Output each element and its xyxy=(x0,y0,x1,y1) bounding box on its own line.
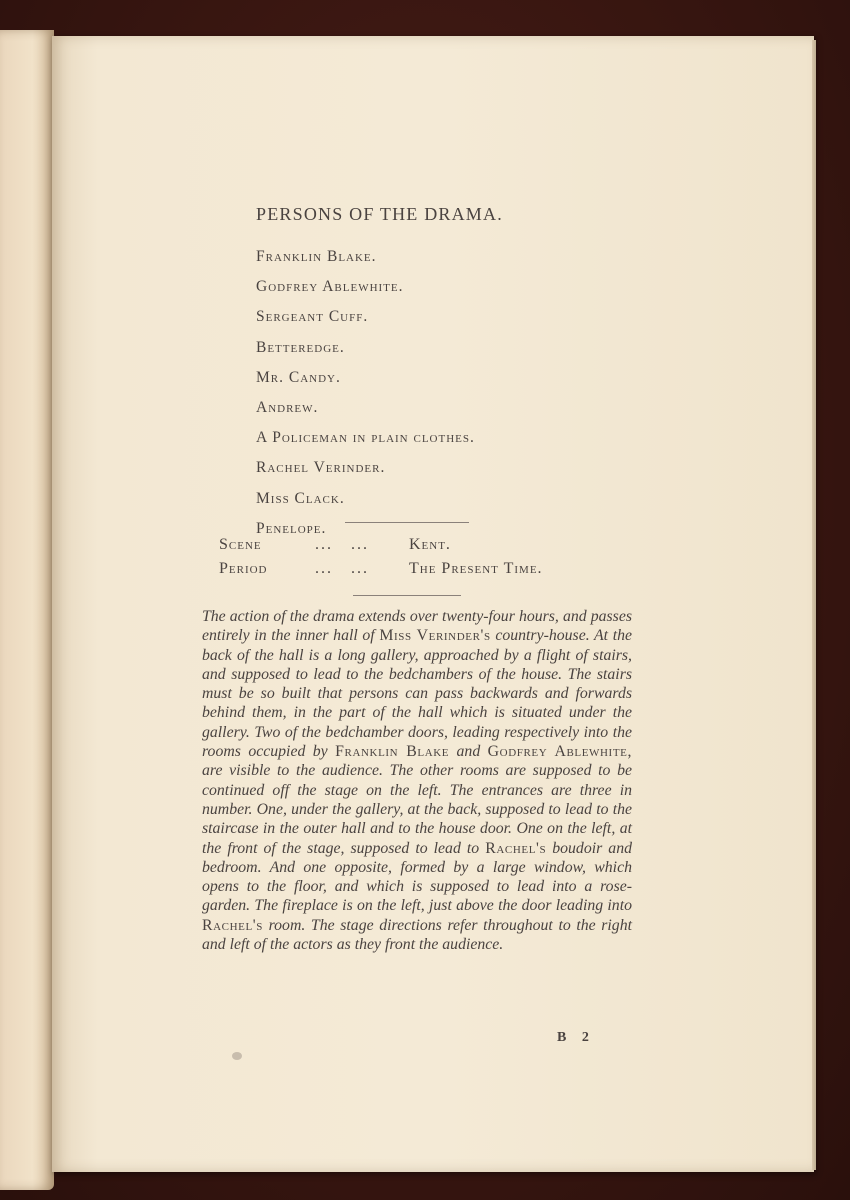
person-item: Mr. Candy. xyxy=(256,368,341,386)
prose-text: country-house. At the back of the hall is a long gallery, approached by a flight of stairs, and supposed to lead to the bedchambers of the house. The stairs must be so built that persons can pass backwards and forwards behind them, in the part of the hall which is situated under the gallery. Two of the bedchamber doors, leading respectively into the rooms occupied by xyxy=(202,627,632,761)
setting-dots: ... ... xyxy=(315,536,369,553)
prose-text: boudoir and bedroom. And one opposite, formed by a large window, which opens to the floor, and which is supposed to lead into a rose-garden. The fireplace is on the left, just above the door leading into xyxy=(202,839,633,915)
prose-text: room. The stage directions refer throughout to the right and left of the actors as they front the audience. xyxy=(202,916,632,954)
signature-mark: B 2 xyxy=(557,1030,595,1045)
stage-description xyxy=(202,607,632,954)
person-item: Penelope. xyxy=(256,519,327,537)
page-title: PERSONS OF THE DRAMA. xyxy=(256,204,503,224)
prose-name: Rachel's xyxy=(485,839,547,857)
prose-text: The action of the drama extends over twenty-four hours, and passes entirely in the inner hall of xyxy=(202,608,632,645)
prose-text: and xyxy=(449,743,488,761)
setting-scene xyxy=(219,536,451,554)
divider-rule xyxy=(353,595,461,596)
prose-text: are visible to the audience. The other rooms are supposed to be continued off the stage on the left. The entrances are three in number. One, under the gallery, at the back, supposed to lead to the staircase in the outer hall and to the house door. One on the left, at the front of the stage, supposed to lead to xyxy=(202,762,632,857)
setting-label: Scene xyxy=(219,536,262,553)
person-item: Miss Clack. xyxy=(256,489,345,507)
setting-period xyxy=(219,560,543,578)
divider-rule xyxy=(345,522,469,523)
person-item: A Policeman in plain clothes. xyxy=(256,429,475,447)
setting-value: The Present Time. xyxy=(409,560,543,577)
person-item: Godfrey Ablewhite. xyxy=(256,278,404,296)
person-item: Andrew. xyxy=(256,398,319,416)
persons-list xyxy=(256,242,475,544)
person-item: Betteredge. xyxy=(256,338,345,356)
prose-name: Miss Verinder's xyxy=(379,627,491,645)
prose-name: Franklin Blake xyxy=(335,743,450,761)
person-item: Franklin Blake. xyxy=(256,248,377,265)
prose-name: Godfrey Ablewhite, xyxy=(487,743,633,761)
paper-speck xyxy=(232,1052,242,1060)
setting-value: Kent. xyxy=(409,536,451,553)
person-item: Rachel Verinder. xyxy=(256,459,386,477)
setting-label: Period xyxy=(219,560,268,577)
prose-name: Rachel's xyxy=(202,916,263,934)
person-item: Sergeant Cuff. xyxy=(256,308,369,326)
setting-dots: ... ... xyxy=(315,560,369,577)
